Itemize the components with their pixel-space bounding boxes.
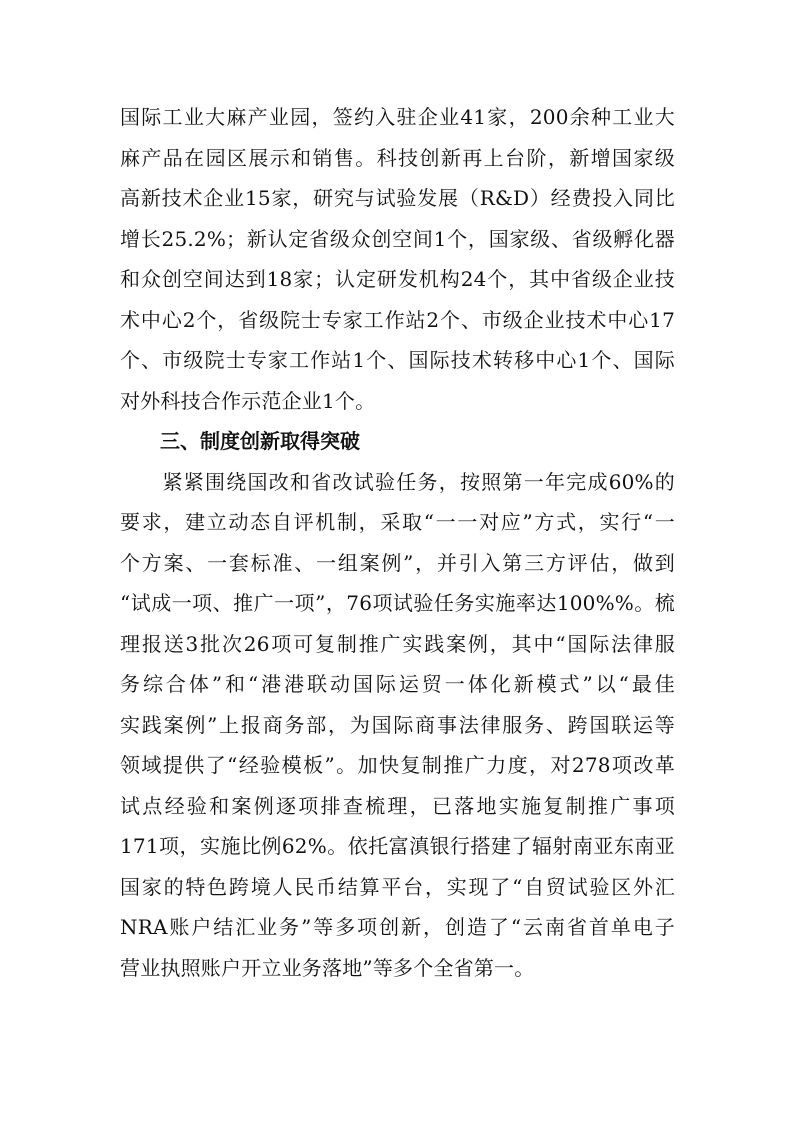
paragraph-line: 国际工业大麻产业园，签约入驻企业41家，200余种工业大 bbox=[120, 105, 675, 129]
paragraph-line: 增长25.2%；新认定省级众创空间1个，国家级、省级孵化器 bbox=[120, 226, 675, 251]
paragraph-line: 营业执照账户开立业务落地”等多个全省第一。 bbox=[120, 955, 535, 980]
paragraph-line: 麻产品在园区展示和销售。科技创新再上台阶，新增国家级 bbox=[120, 145, 675, 170]
paragraph-line: 和众创空间达到18家；认定研发机构24个，其中省级企业技 bbox=[120, 267, 675, 291]
paragraph-line: 要求，建立动态自评机制，采取“一一对应”方式，实行“一 bbox=[120, 510, 675, 534]
paragraph-line: 紧紧围绕国改和省改试验任务，按照第一年完成60%的 bbox=[120, 469, 675, 494]
paragraph-2 bbox=[120, 462, 675, 989]
paragraph-line: 171项，实施比例62%。依托富滇银行搭建了辐射南亚东南亚 bbox=[120, 834, 675, 858]
paragraph-line: 实践案例”上报商务部，为国际商事法律服务、跨国联运等 bbox=[120, 712, 675, 737]
section-heading: 三、制度创新取得突破 bbox=[160, 429, 360, 453]
paragraph-line: 试点经验和案例逐项排查梳理，已落地实施复制推广事项 bbox=[120, 793, 675, 818]
paragraph-line: “试成一项、推广一项”，76项试验任务实施率达100%%。梳 bbox=[120, 591, 675, 615]
paragraph-line: 领域提供了“经验模板”。加快复制推广力度，对278项改革 bbox=[120, 753, 675, 777]
paragraph-line: 高新技术企业15家，研究与试验发展（R&D）经费投入同比 bbox=[120, 186, 675, 210]
paragraph-line: 术中心2个，省级院士专家工作站2个、市级企业技术中心17 bbox=[120, 307, 675, 332]
paragraph-line: 个方案、一套标准、一组案例”，并引入第三方评估，做到 bbox=[120, 550, 675, 575]
paragraph-line: 理报送3批次26项可复制推广实践案例，其中“国际法律服 bbox=[120, 631, 675, 656]
paragraph-line: 对外科技合作示范企业1个。 bbox=[120, 388, 376, 413]
paragraph-line: 国家的特色跨境人民币结算平台，实现了“自贸试验区外汇 bbox=[120, 874, 675, 899]
paragraph-1 bbox=[120, 97, 675, 421]
paragraph-line: NRA账户结汇业务”等多项创新，创造了“云南省首单电子 bbox=[120, 915, 675, 939]
paragraph-line: 个、市级院士专家工作站1个、国际技术转移中心1个、国际 bbox=[120, 348, 675, 372]
paragraph-line: 务综合体”和“港港联动国际运贸一体化新模式”以“最佳 bbox=[120, 672, 675, 696]
document-page bbox=[120, 97, 675, 988]
